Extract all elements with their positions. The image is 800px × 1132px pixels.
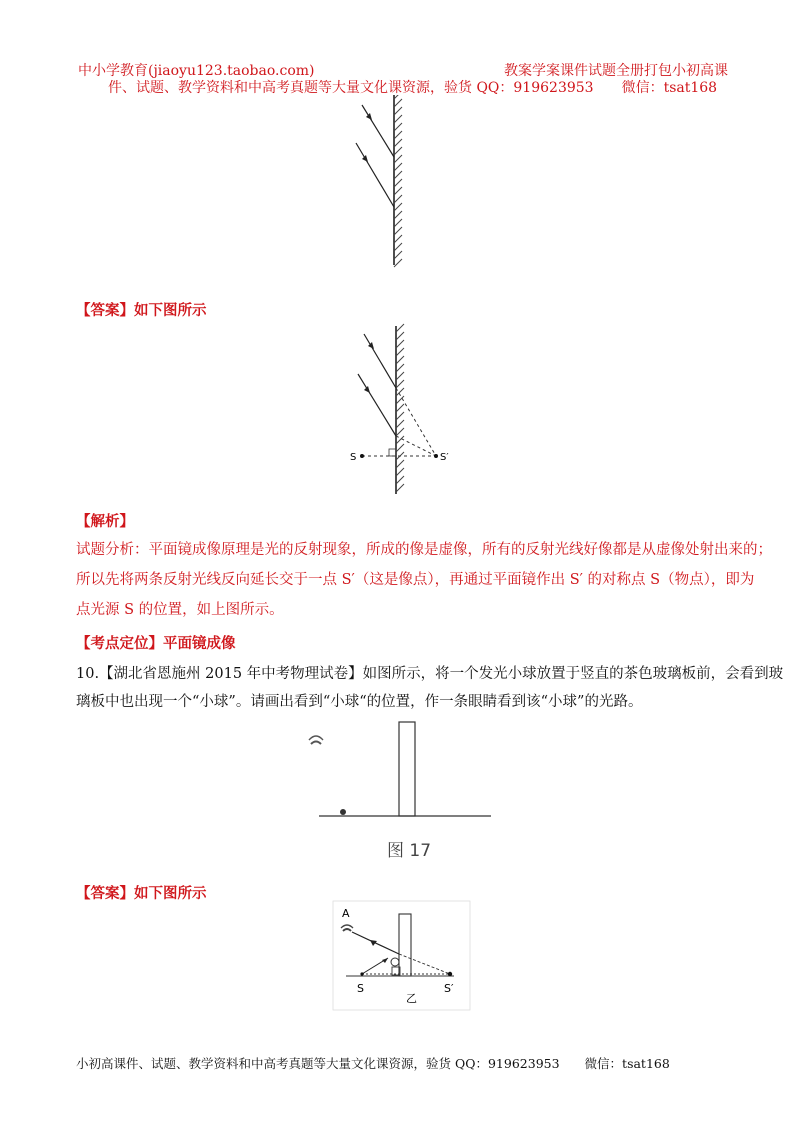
answer-label: 【答案】如下图所示 [76, 302, 207, 319]
analysis-heading: 【解析】 [76, 513, 134, 530]
answer-figure-yi [332, 900, 472, 1012]
analysis-line-1: 试题分析：平面镜成像原理是光的反射现象，所成的像是虚像，所有的反射光线好像都是从虚像处射出来的； [76, 542, 772, 558]
point-s-label: S [350, 452, 357, 463]
answer2-label: 【答案】如下图所示 [76, 885, 207, 902]
footer-text: 小初高课件、试题、教学资料和中高考真题等大量文化课资源，验货 QQ：919623953 微信：tsat168 [76, 1056, 670, 1071]
point-s-prime-label: S′ [440, 452, 449, 463]
mirror-figure-answer [340, 322, 470, 497]
header-line-2: 件、试题、教学资料和中高考真题等大量文化课资源，验货 QQ：919623953 微信：tsat168 [108, 80, 718, 96]
figure-yi-label: 乙 [406, 992, 417, 1005]
figure-17 [305, 720, 500, 865]
mirror-figure-question [340, 95, 420, 270]
question-line-1: 10.【湖北省恩施州 2015 年中考物理试卷】如图所示，将一个发光小球放置于竖直的茶色玻璃板前，会看到玻 [76, 666, 784, 682]
point-s-prime-label-2: S′ [444, 982, 454, 995]
analysis-line-2: 所以先将两条反射光线反向延长交于一点 S′（这是像点），再通过平面镜作出 S′ 的对称点 S（物点），即为 [76, 572, 755, 588]
question-line-2: 璃板中也出现一个“小球”。请画出看到“小球“的位置，作一条眼睛看到该“小球”的光路。 [76, 694, 643, 710]
point-s-label-2: S [357, 982, 364, 995]
eye-label: A [342, 907, 350, 920]
figure-17-caption: 图 17 [387, 841, 432, 861]
knowledge-point: 【考点定位】平面镜成像 [76, 635, 236, 652]
analysis-line-3: 点光源 S 的位置，如上图所示。 [76, 602, 284, 618]
header-left-text: 中小学教育(jiaoyu123.taobao.com) [78, 63, 315, 79]
header-right-text: 教案学案课件试题全册打包小初高课 [504, 63, 728, 79]
